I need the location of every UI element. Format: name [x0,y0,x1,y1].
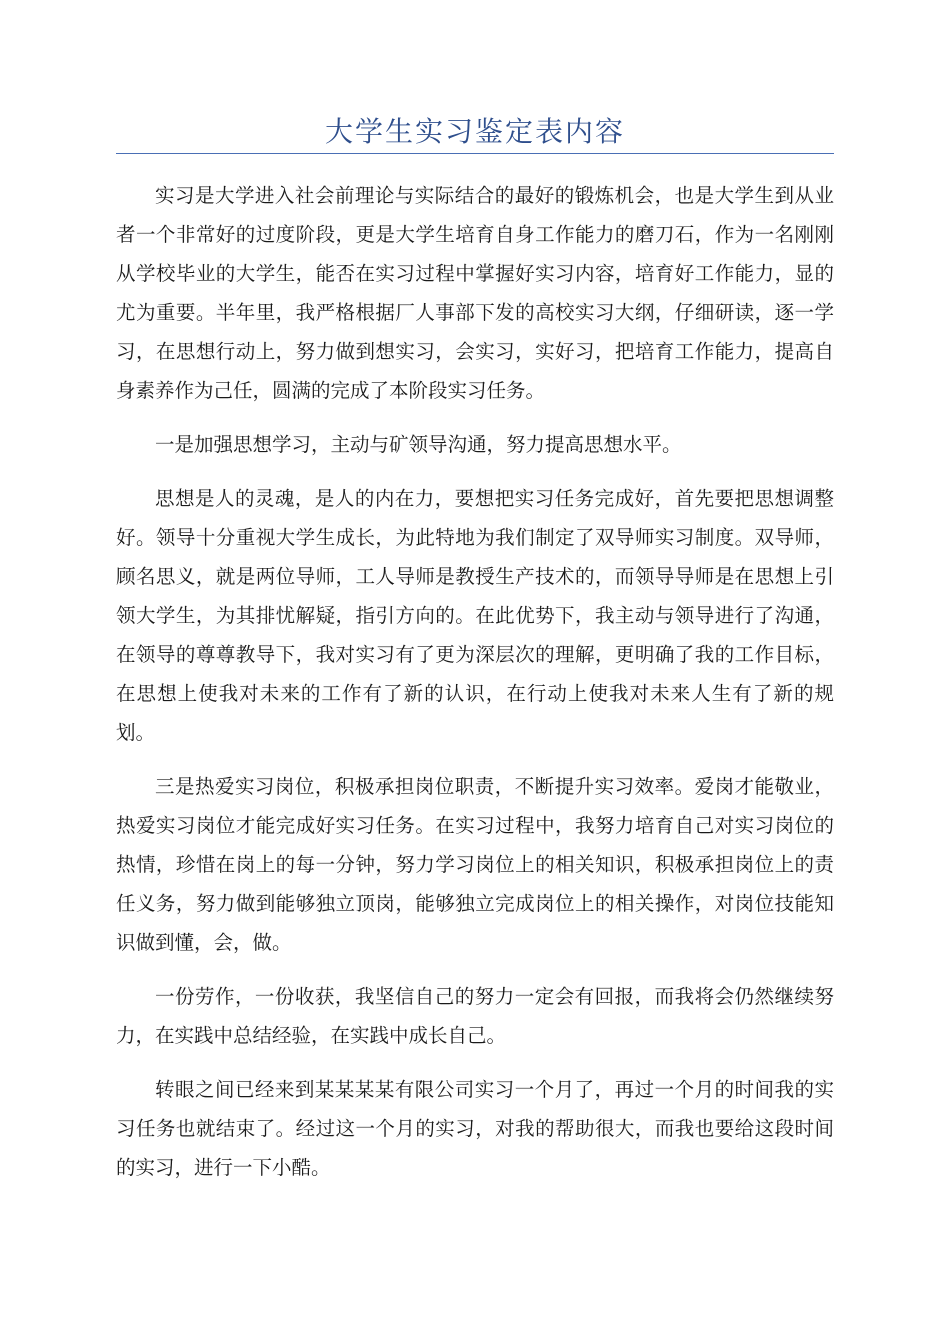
document-body [116,176,834,1202]
paragraph-harvest: 一份劳作，一份收获，我坚信自己的努力一定会有回报，而我将会仍然继续努力，在实践中总结经验，在实践中成长自己。 [116,985,834,1047]
paragraph-point-three: 三是热爱实习岗位，积极承担岗位职责，不断提升实习效率。爱岗才能敬业，热爱实习岗位才能完成好实习任务。在实习过程中，我努力培育自己对实习岗位的热情，珍惜在岗上的每一分钟，努力学习岗位上的相关知识，积极承担岗位上的责任义务，努力做到能够独立顶岗，能够独立完成岗位上的相关操作，对岗位技能知识做到懂，会，做。 [116,775,834,954]
document-title: 大学生实习鉴定表内容 [324,115,625,148]
paragraph-thought: 思想是人的灵魂，是人的内在力，要想把实习任务完成好，首先要把思想调整好。领导十分重视大学生成长，为此特地为我们制定了双导师实习制度。双导师，顾名思义，就是两位导师，工人导师是教授生产技术的，而领导导师是在思想上引领大学生，为其排忧解疑，指引方向的。在此优势下，我主动与领导进行了沟通，在领导的尊尊教导下，我对实习有了更为深层次的理解，更明确了我的工作目标，在思想上使我对未来的工作有了新的认识，在行动上使我对未来人生有了新的规划。 [116,487,834,744]
paragraph-intro: 实习是大学进入社会前理论与实际结合的最好的锻炼机会，也是大学生到从业者一个非常好的过度阶段，更是大学生培育自身工作能力的磨刀石，作为一名刚刚从学校毕业的大学生，能否在实习过程中掌握好实习内容，培育好工作能力，显的尤为重要。半年里，我严格根据厂人事部下发的高校实习大纲，仔细研读，逐一学习，在思想行动上，努力做到想实习，会实习，实好习，把培育工作能力，提高自身素养作为己任，圆满的完成了本阶段实习任务。 [116,184,834,402]
title-underline [116,153,834,154]
paragraph-summary: 转眼之间已经来到某某某某有限公司实习一个月了，再过一个月的时间我的实习任务也就结束了。经过这一个月的实习，对我的帮助很大，而我也要给这段时间的实习，进行一下小酷。 [116,1078,834,1179]
paragraph-point-one: 一是加强思想学习，主动与矿领导沟通，努力提高思想水平。 [155,433,682,456]
